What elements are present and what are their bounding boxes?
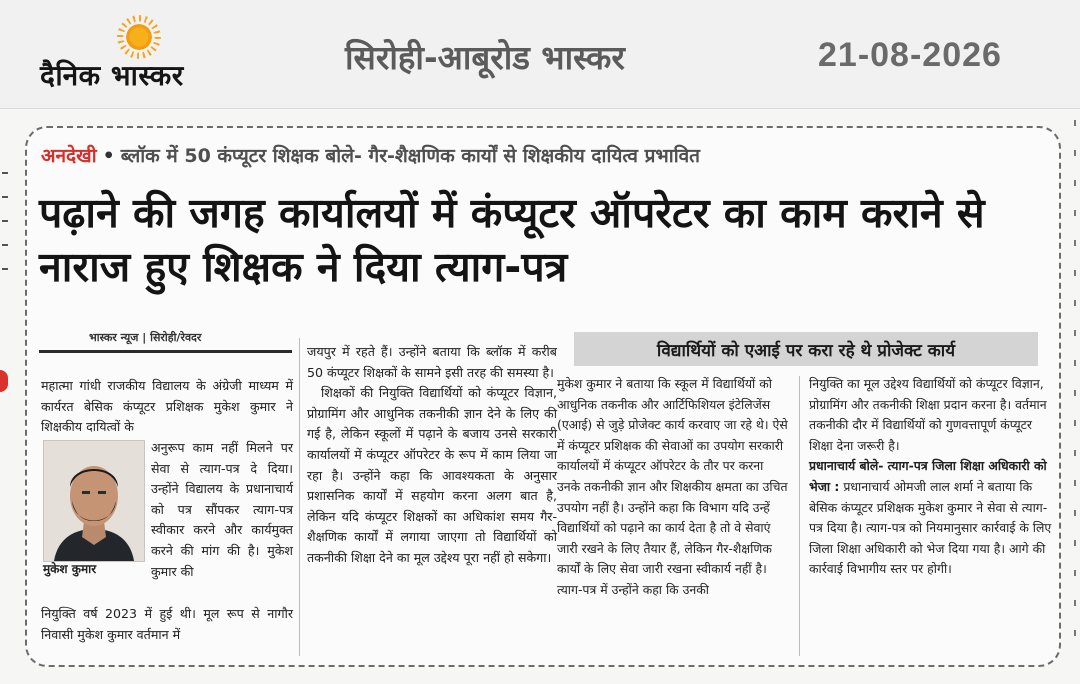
paragraph: महात्मा गांधी राजकीय विद्यालय के अंग्रेजी माध्यम में कार्यरत बेसिक कंप्यूटर प्रशिक्षक मुकेश कुमार ने शिक्षकीय दायित्वों के xyxy=(41,378,293,435)
paragraph: जयपुर में रहते हैं। उन्होंने बताया कि ब्लॉक में करीब 50 कंप्यूटर शिक्षकों के सामने इसी तरह की समस्या है। xyxy=(307,344,557,380)
inline-subhead: प्रधानाचार्य बोले- त्याग-पत्र जिला शिक्षा अधिकारी को भेजा : xyxy=(809,458,1047,494)
column-1-intro xyxy=(41,376,293,438)
paragraph: मुकेश कुमार ने बताया कि स्कूल में विद्यार्थियों को आधुनिक तकनीक और आर्टिफिशियल इंटेलिजेंस (एआई) से जुड़े प्रोजेक्ट कार्य करवाए जा रहे थे। ऐसे में कंप्यूटर प्रशिक्षक की सेवाओं का उपयोग सरकारी कार्यालयों में कंप्यूटर ऑपरेटर के तौर पर करना उनके तकनीकी ज्ञान और शिक्षकीय क्षमता का उचित उपयोग नहीं है। उन्होंने कहा कि विभाग यदि उन्हें विद्यार्थियों को पढ़ाने का कार्य देता है तो वे सेवाएं जारी रखने के लिए तैयार हैं, लेकिन गैर-शैक्षणिक कार्यों के लिए सेवा जारी रखना स्वीकार्य नहीं है। त्याग-पत्र में उन्होंने कहा कि उनकी xyxy=(557,376,788,597)
adjacent-column-edge-right xyxy=(1074,120,1076,660)
adjacent-column-edge xyxy=(0,110,18,684)
column-4 xyxy=(809,374,1055,580)
edition-date: 21-08-2026 xyxy=(818,36,1002,74)
column-1-beside-photo xyxy=(151,438,293,582)
column-rule xyxy=(39,350,292,353)
news-clipping xyxy=(25,126,1061,667)
kicker xyxy=(41,142,700,168)
edition-title: सिरोही-आबूरोड भास्कर xyxy=(345,38,625,77)
sun-icon xyxy=(124,22,154,52)
kicker-text: ब्लॉक में 50 कंप्यूटर शिक्षक बोले- गैर-शैक्षणिक कार्यों से शिक्षकीय दायित्व प्रभावित xyxy=(120,145,701,167)
column-divider xyxy=(299,338,300,656)
byline: भास्कर न्यूज | सिरोही/रेवदर xyxy=(89,331,202,344)
brand-name: दैनिक भास्कर xyxy=(40,59,184,92)
kicker-tag: अनदेखी xyxy=(41,145,97,167)
headline: पढ़ाने की जगह कार्यालयों में कंप्यूटर ऑपरेटर का काम कराने से नाराज हुए शिक्षक ने दिया त्याग-पत्र xyxy=(39,189,985,291)
portrait-photo xyxy=(43,440,145,562)
column-3 xyxy=(557,374,789,601)
paragraph-text: प्रधानाचार्य ओमजी लाल शर्मा ने बताया कि बेसिक कंप्यूटर प्रशिक्षक मुकेश कुमार ने सेवा से त्याग-पत्र दिया है। त्याग-पत्र को नियमानुसार कार्रवाई के लिए जिला शिक्षा अधिकारी को भेज दिया गया है। आगे की कार्रवाई विभागीय स्तर पर होगी। xyxy=(809,478,1052,577)
subheading: विद्यार्थियों को एआई पर करा रहे थे प्रोजेक्ट कार्य xyxy=(656,340,956,361)
paragraph: शिक्षकों की नियुक्ति विद्यार्थियों को कंप्यूटर विज्ञान, प्रोग्रामिंग और आधुनिक तकनीकी ज्ञान देने के लिए की गई है, लेकिन स्कूलों में पढ़ाने के बजाय उनसे सरकारी कार्यालयों में कंप्यूटर ऑपरेटर के रूप में काम लिया जा रहा है। उन्होंने कहा कि आवश्यकता के अनुसार प्रशासनिक कार्यों में सहयोग करना अलग बात है, लेकिन यदि कंप्यूटर शिक्षकों का अधिकांश समय गैर-शैक्षणिक कार्यों में लगाया जाएगा तो विद्यार्थियों को तकनीकी शिक्षा देने का मूल उद्देश्य पूरा नहीं हो सकेगा। xyxy=(307,385,557,565)
subheading-band xyxy=(574,332,1038,366)
paragraph: नियुक्ति वर्ष 2023 में हुई थी। मूल रूप से नागौर निवासी मुकेश कुमार वर्तमान में xyxy=(41,606,293,642)
column-divider xyxy=(799,376,800,656)
bullet-icon: • xyxy=(102,145,115,167)
paragraph xyxy=(809,456,1055,580)
photo-caption: मुकेश कुमार xyxy=(43,562,97,576)
paragraph: अनुरूप काम नहीं मिलने पर सेवा से त्याग-पत्र दे दिया। उन्होंने विद्यालय के प्रधानाचार्य को पत्र सौंपकर त्याग-पत्र स्वीकार करने और कार्यमुक्त करने की मांग की है। मुकेश कुमार की xyxy=(151,440,293,579)
newspaper-logo xyxy=(40,20,250,95)
paragraph: नियुक्ति का मूल उद्देश्य विद्यार्थियों को कंप्यूटर विज्ञान, प्रोग्रामिंग और तकनीकी शिक्षा प्रदान करना है। वर्तमान तकनीकी दौर में विद्यार्थियों को गुणवत्तापूर्ण कंप्यूटर शिक्षा देना जरूरी है। xyxy=(809,376,1047,453)
column-1-after xyxy=(41,604,293,645)
masthead xyxy=(0,0,1080,109)
column-2 xyxy=(307,342,557,569)
